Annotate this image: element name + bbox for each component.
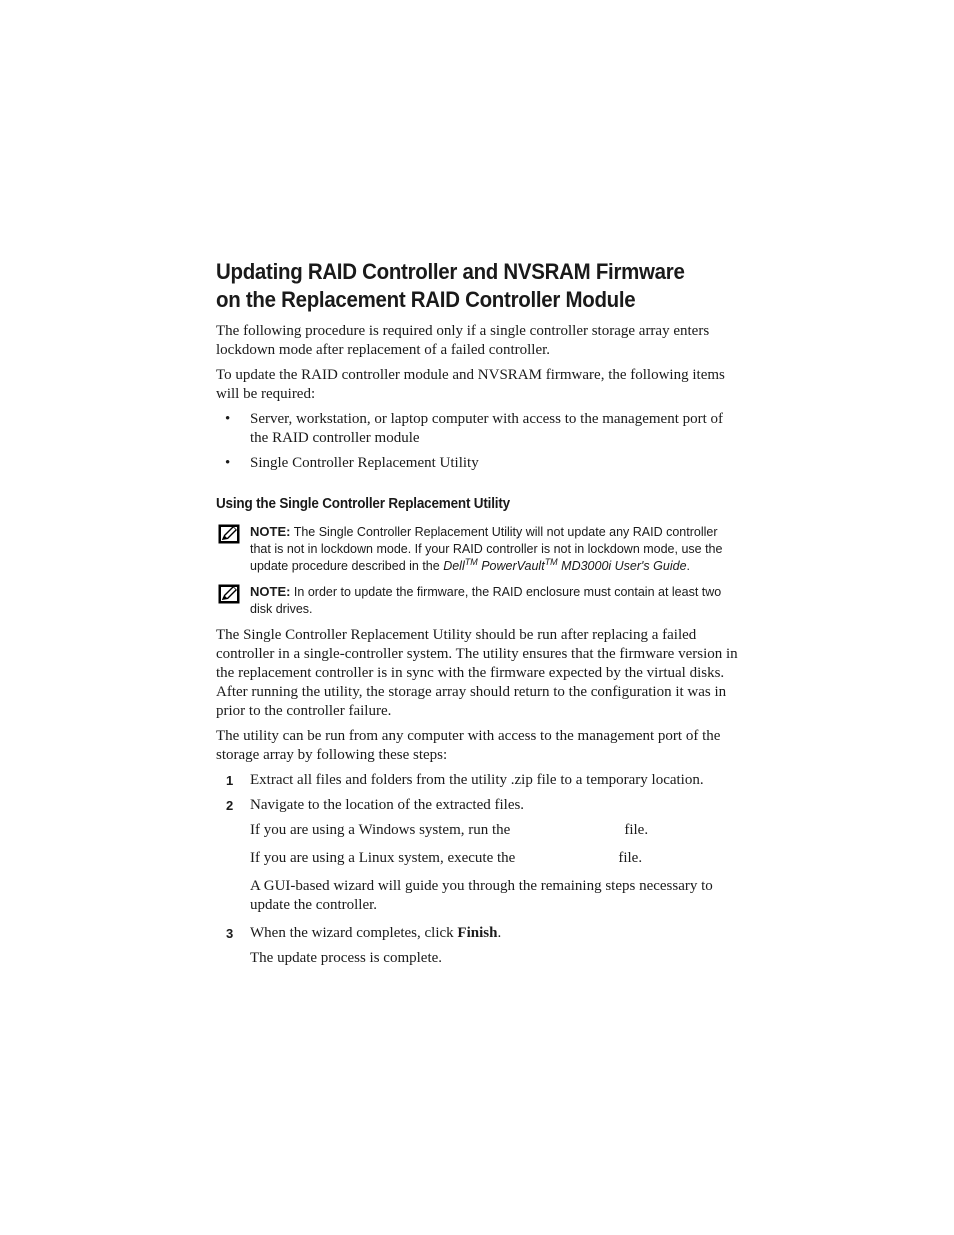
note-end: .: [686, 559, 690, 573]
page-title-line-2: on the Replacement RAID Controller Module: [216, 287, 636, 312]
utility-description-paragraph: The Single Controller Replacement Utility should be run after replacing a failed controller in a single-controller system. The utility ensures that the firmware version in the replacement controller is in sync with the firmware expected by the virtual disks. After running the utility, the storage array should return to the configuration it was in prior to the controller failure.: [216, 627, 738, 719]
linux-instruction-suffix: file.: [618, 850, 643, 866]
note-guide-title: MD3000i User's Guide: [557, 559, 687, 573]
note-block-1: [216, 523, 738, 575]
step-text: Extract all files and folders from the utility .zip file to a temporary location.: [250, 772, 704, 788]
step-item-1: [216, 771, 738, 790]
step-item-2: [216, 796, 738, 815]
note-label: NOTE:: [250, 524, 291, 539]
page-title: [216, 258, 737, 314]
utility-usage-paragraph: The utility can be run from any computer with access to the management port of the storage array by following these steps:: [216, 728, 721, 763]
note-brand-powervault: PowerVault: [477, 559, 545, 573]
step-number: 1: [226, 773, 234, 788]
linux-instruction-text: If you are using a Linux system, execute the: [250, 850, 516, 866]
note-block-2: [216, 583, 738, 618]
trademark-mark: TM: [544, 556, 558, 567]
windows-instruction-suffix: file.: [624, 822, 649, 838]
requirements-list: [216, 410, 738, 473]
step-item-3: [216, 924, 738, 943]
list-item-text: Server, workstation, or laptop computer with access to the management port of the RAID controller module: [250, 411, 724, 446]
completion-message: The update process is complete.: [250, 950, 443, 966]
bullet-marker: •: [225, 455, 231, 471]
note-label: NOTE:: [250, 584, 291, 599]
note-brand-dell: Dell: [443, 559, 465, 573]
intro-paragraph-1: The following procedure is required only if a single controller storage array enters lockdown mode after replacement of a failed controller.: [216, 323, 710, 358]
section-heading: Using the Single Controller Replacement Utility: [216, 496, 510, 512]
list-item-text: Single Controller Replacement Utility: [250, 455, 479, 471]
list-item: [216, 454, 738, 473]
step-text: Navigate to the location of the extracted files.: [250, 797, 525, 813]
note-text: The Single Controller Replacement Utility will not update any RAID controller that is not in lockdown mode. If your RAID controller is not in lockdown mode, use the update procedure described in the: [250, 525, 723, 573]
linux-instruction: [216, 849, 738, 868]
step-text: When the wizard completes, click: [250, 925, 458, 941]
bullet-marker: •: [225, 411, 231, 427]
finish-keyword: Finish: [457, 925, 498, 941]
list-item: [216, 410, 738, 448]
windows-instruction-text: If you are using a Windows system, run the: [250, 822, 511, 838]
intro-paragraph-2: To update the RAID controller module and NVSRAM firmware, the following items will be required:: [216, 367, 725, 402]
trademark-mark: TM: [464, 556, 478, 567]
note-text: In order to update the firmware, the RAID enclosure must contain at least two disk drives.: [250, 585, 722, 616]
step-number: 3: [226, 926, 234, 941]
page-title-line-1: Updating RAID Controller and NVSRAM Firmware: [216, 259, 685, 284]
document-page: [216, 258, 738, 977]
wizard-instruction: A GUI-based wizard will guide you through the remaining steps necessary to update the controller.: [250, 878, 713, 913]
note-pencil-icon: [218, 584, 240, 604]
step-number: 2: [226, 798, 234, 813]
procedure-steps: [216, 771, 738, 815]
note-pencil-icon: [218, 524, 240, 544]
procedure-steps-continued: [216, 924, 738, 943]
step-text-end: .: [497, 925, 502, 941]
windows-instruction: [216, 821, 738, 840]
